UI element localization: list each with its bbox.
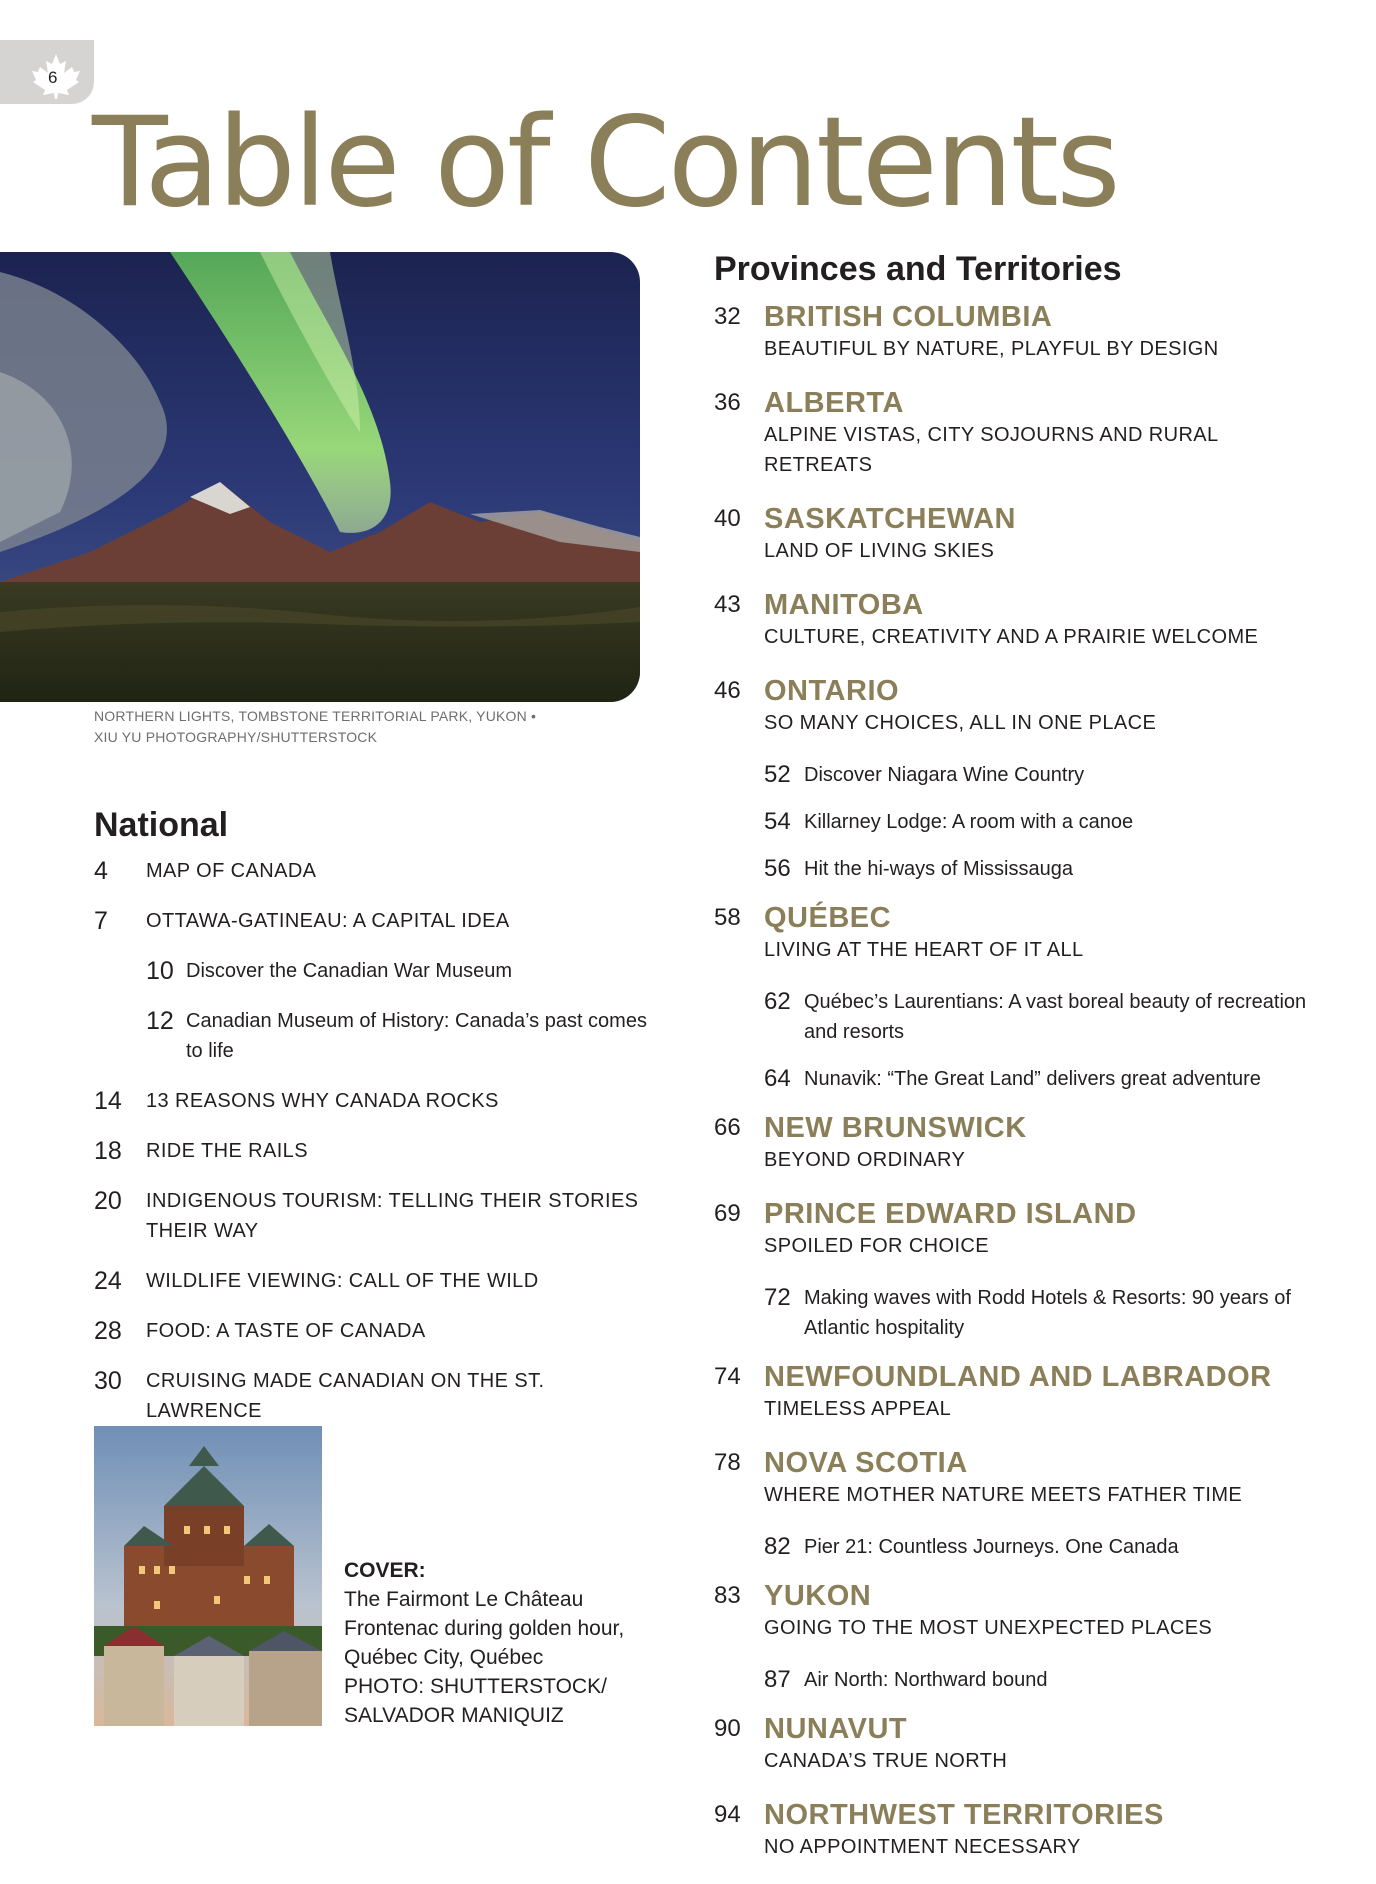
province-name: QUÉBEC — [764, 902, 892, 934]
province-item[interactable] — [714, 1360, 1314, 1424]
page-ref: 24 — [94, 1267, 122, 1295]
province-tagline: BEAUTIFUL BY NATURE, PLAYFUL BY DESIGN — [764, 338, 1219, 360]
page-ref: 90 — [714, 1715, 741, 1742]
cover-photo-chateau-frontenac — [94, 1426, 322, 1726]
province-subitem[interactable] — [714, 1665, 1314, 1695]
page-ref: 4 — [94, 857, 108, 885]
province-tagline: BEYOND ORDINARY — [764, 1149, 966, 1171]
national-item[interactable] — [94, 1086, 654, 1116]
page-ref: 56 — [764, 855, 791, 882]
page-ref: 78 — [714, 1449, 741, 1476]
national-list — [94, 856, 654, 1446]
page-ref: 54 — [764, 808, 791, 835]
province-name: NEWFOUNDLAND AND LABRADOR — [764, 1361, 1272, 1393]
page-ref: 52 — [764, 761, 791, 788]
provinces-heading: Provinces and Territories — [714, 250, 1122, 288]
province-tagline: WHERE MOTHER NATURE MEETS FATHER TIME — [764, 1484, 1243, 1506]
national-item[interactable] — [94, 1186, 654, 1246]
hero-photo-northern-lights — [0, 252, 640, 702]
province-tagline: CULTURE, CREATIVITY AND A PRAIRIE WELCOME — [764, 626, 1259, 648]
page-ref: 66 — [714, 1114, 741, 1141]
page-ref: 32 — [714, 303, 741, 330]
province-name: SASKATCHEWAN — [764, 503, 1016, 535]
province-subitem[interactable] — [714, 1064, 1314, 1094]
cover-line: Frontenac during golden hour, — [344, 1617, 625, 1640]
cover-caption — [344, 1556, 634, 1730]
province-tagline: ALPINE VISTAS, CITY SOJOURNS AND RURAL RETREATS — [764, 424, 1218, 476]
page-ref: 43 — [714, 591, 741, 618]
page-ref: 10 — [146, 957, 174, 985]
province-name: ALBERTA — [764, 387, 904, 419]
province-subitem[interactable] — [714, 854, 1314, 884]
national-item[interactable] — [94, 1136, 654, 1166]
province-item[interactable] — [714, 1446, 1314, 1510]
province-name: ONTARIO — [764, 675, 900, 707]
entry-title: Making waves with Rodd Hotels & Resorts: 90 years of Atlantic hospitality — [804, 1287, 1291, 1339]
entry-title: Canadian Museum of History: Canada’s past comes to life — [186, 1010, 647, 1062]
page-number: 6 — [48, 68, 58, 87]
national-item[interactable] — [94, 1366, 654, 1426]
national-subitem[interactable] — [94, 956, 654, 986]
cover-line: The Fairmont Le Château — [344, 1588, 584, 1611]
province-item[interactable] — [714, 1111, 1314, 1175]
page-ref: 58 — [714, 904, 741, 931]
page-ref: 94 — [714, 1801, 741, 1828]
national-item[interactable] — [94, 906, 654, 936]
national-subitem[interactable] — [94, 1006, 654, 1066]
province-subitem[interactable] — [714, 760, 1314, 790]
province-item[interactable] — [714, 1712, 1314, 1776]
province-name: NORTHWEST TERRITORIES — [764, 1799, 1164, 1831]
entry-title: WILDLIFE VIEWING: CALL OF THE WILD — [146, 1270, 539, 1292]
page-ref: 62 — [764, 988, 791, 1015]
page-ref: 12 — [146, 1007, 174, 1035]
province-tagline: LAND OF LIVING SKIES — [764, 540, 995, 562]
page-ref: 83 — [714, 1582, 741, 1609]
province-name: NUNAVUT — [764, 1713, 908, 1745]
page-ref: 18 — [94, 1137, 122, 1165]
entry-title: 13 REASONS WHY CANADA ROCKS — [146, 1090, 499, 1112]
entry-title: Québec’s Laurentians: A vast boreal beauty of recreation and resorts — [804, 991, 1307, 1043]
hero-caption — [94, 706, 574, 748]
province-name: NEW BRUNSWICK — [764, 1112, 1027, 1144]
page-ref: 36 — [714, 389, 741, 416]
page-ref: 72 — [764, 1284, 791, 1311]
entry-title: Pier 21: Countless Journeys. One Canada — [804, 1536, 1179, 1558]
province-name: YUKON — [764, 1580, 872, 1612]
entry-title: Discover the Canadian War Museum — [186, 960, 513, 982]
province-subitem[interactable] — [714, 1283, 1314, 1343]
province-item[interactable] — [714, 300, 1314, 364]
province-tagline: SPOILED FOR CHOICE — [764, 1235, 990, 1257]
province-name: NOVA SCOTIA — [764, 1447, 968, 1479]
province-tagline: TIMELESS APPEAL — [764, 1398, 952, 1420]
entry-title: MAP OF CANADA — [146, 860, 317, 882]
page-tab — [0, 40, 94, 104]
national-item[interactable] — [94, 1316, 654, 1346]
page-ref: 69 — [714, 1200, 741, 1227]
province-name: MANITOBA — [764, 589, 924, 621]
province-tagline: LIVING AT THE HEART OF IT ALL — [764, 939, 1084, 961]
province-item[interactable] — [714, 1579, 1314, 1643]
page-ref: 30 — [94, 1367, 122, 1395]
province-tagline: NO APPOINTMENT NECESSARY — [764, 1836, 1081, 1858]
page-ref: 64 — [764, 1065, 791, 1092]
entry-title: Hit the hi-ways of Mississauga — [804, 858, 1073, 880]
national-item[interactable] — [94, 1266, 654, 1296]
page-ref: 7 — [94, 907, 108, 935]
province-subitem[interactable] — [714, 807, 1314, 837]
province-item[interactable] — [714, 674, 1314, 738]
province-item[interactable] — [714, 386, 1314, 480]
cover-line: PHOTO: SHUTTERSTOCK/ — [344, 1675, 607, 1698]
page-ref: 28 — [94, 1317, 122, 1345]
page-ref: 82 — [764, 1533, 791, 1560]
province-tagline: GOING TO THE MOST UNEXPECTED PLACES — [764, 1617, 1213, 1639]
entry-title: Killarney Lodge: A room with a canoe — [804, 811, 1134, 833]
page-ref: 74 — [714, 1363, 741, 1390]
province-item[interactable] — [714, 1798, 1314, 1862]
entry-title: CRUISING MADE CANADIAN ON THE ST. LAWRENCE — [146, 1370, 545, 1422]
cover-label: COVER: — [344, 1559, 426, 1582]
page-ref: 46 — [714, 677, 741, 704]
page-ref: 87 — [764, 1666, 791, 1693]
province-item[interactable] — [714, 1197, 1314, 1261]
page-ref: 14 — [94, 1087, 122, 1115]
national-item[interactable] — [94, 856, 654, 886]
page-ref: 40 — [714, 505, 741, 532]
cover-line: Québec City, Québec — [344, 1646, 544, 1669]
entry-title: INDIGENOUS TOURISM: TELLING THEIR STORIES THEIR WAY — [146, 1190, 639, 1242]
entry-title: Nunavik: “The Great Land” delivers great adventure — [804, 1068, 1261, 1090]
national-heading: National — [94, 806, 229, 844]
provinces-list — [714, 300, 1314, 1884]
province-item[interactable] — [714, 901, 1314, 965]
hero-caption-line-2: XIU YU PHOTOGRAPHY/SHUTTERSTOCK — [94, 729, 378, 745]
province-subitem[interactable] — [714, 1532, 1314, 1562]
cover-line: SALVADOR MANIQUIZ — [344, 1704, 564, 1727]
hero-caption-line-1: NORTHERN LIGHTS, TOMBSTONE TERRITORIAL PARK, YUKON • — [94, 708, 537, 724]
entry-title: FOOD: A TASTE OF CANADA — [146, 1320, 426, 1342]
province-name: BRITISH COLUMBIA — [764, 301, 1053, 333]
province-name: PRINCE EDWARD ISLAND — [764, 1198, 1137, 1230]
province-tagline: CANADA’S TRUE NORTH — [764, 1750, 1008, 1772]
province-subitem[interactable] — [714, 987, 1314, 1047]
entry-title: Air North: Northward bound — [804, 1669, 1048, 1691]
entry-title: RIDE THE RAILS — [146, 1140, 308, 1162]
province-item[interactable] — [714, 588, 1314, 652]
page-title: Table of Contents — [92, 91, 1118, 235]
entry-title: OTTAWA-GATINEAU: A CAPITAL IDEA — [146, 910, 510, 932]
province-tagline: SO MANY CHOICES, ALL IN ONE PLACE — [764, 712, 1157, 734]
province-item[interactable] — [714, 502, 1314, 566]
page-ref: 20 — [94, 1187, 122, 1215]
entry-title: Discover Niagara Wine Country — [804, 764, 1085, 786]
